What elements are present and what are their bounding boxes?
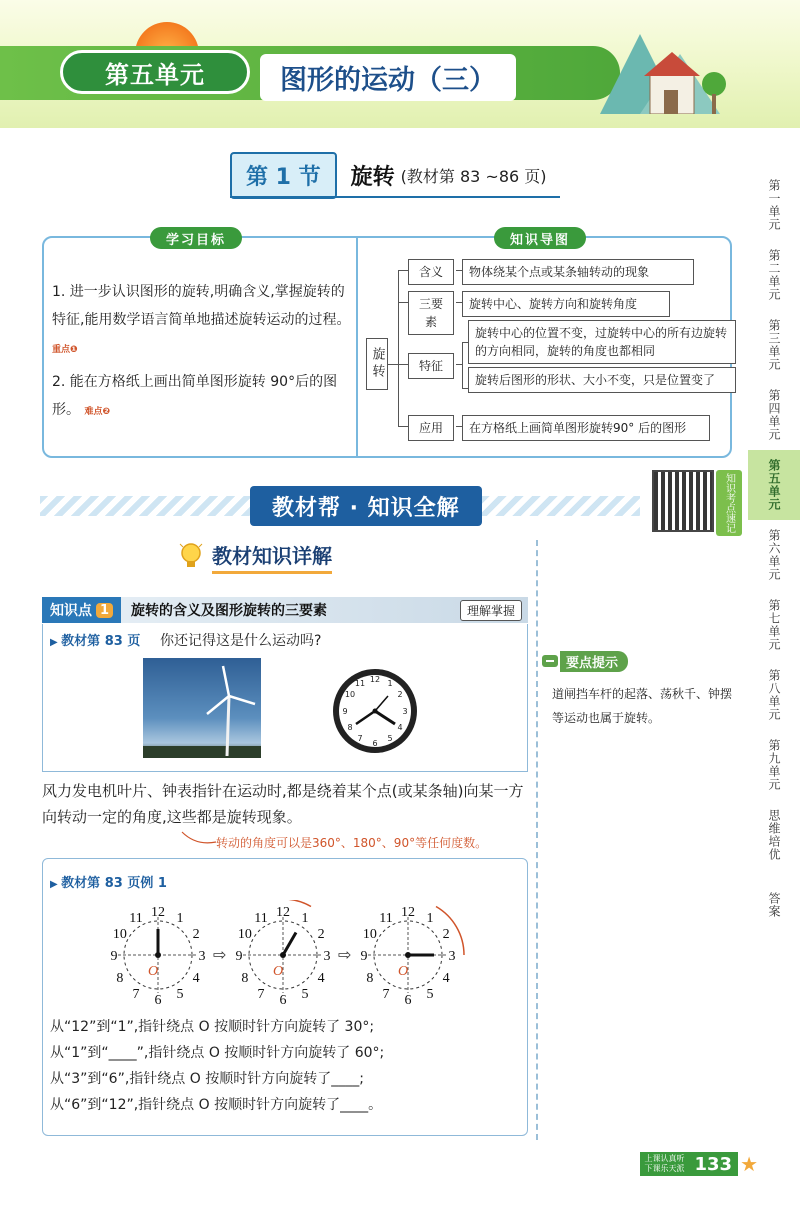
svg-text:7: 7 [357, 734, 363, 743]
clock-diagram [213, 900, 331, 1005]
clock-number: 3 [448, 949, 456, 964]
clock-number: 6 [404, 993, 412, 1005]
sidebar-item-answers[interactable]: 答案 [767, 892, 781, 918]
clock-number: 3 [198, 949, 206, 964]
clock-number: 5 [176, 987, 184, 1003]
knowledge-banner [40, 486, 640, 526]
clock-number: 6 [154, 993, 162, 1005]
svg-text:8: 8 [347, 723, 353, 732]
kp-number: 1 [96, 603, 113, 618]
section-name: 旋转 [350, 164, 395, 190]
sidebar-item-unit-2[interactable]: 第二单元 [767, 249, 781, 301]
mindmap-connector [462, 342, 463, 388]
mindmap-desc-elements: 旋转中心、旋转方向和旋转角度 [462, 291, 670, 317]
annotation-arrow-icon [180, 830, 220, 850]
mindmap-connector [398, 270, 399, 426]
mindmap-desc-feature-1: 旋转中心的位置不变，过旋转中心的所有边旋转的方向相同，旋转的角度也都相同 [468, 320, 736, 364]
knowledge-point-bar [42, 597, 528, 623]
tip-title: 要点提示 [560, 651, 628, 672]
section-pages: (教材第 83 ~86 页) [400, 166, 547, 186]
kp-title: 旋转的含义及图形旋转的三要素 [131, 603, 328, 619]
star-icon: ★ [740, 1152, 758, 1176]
clock-number: 4 [317, 971, 325, 986]
svg-text:5: 5 [387, 734, 393, 743]
clock-number: 11 [254, 910, 268, 926]
goals-title: 学习目标 [150, 227, 242, 249]
clock-number: 1 [426, 910, 434, 926]
clock-number: 8 [241, 971, 249, 986]
goal-item: 1. 进一步认识图形的旋转,明确含义,掌握旋转的特征,能用数学语言简单地描述旋转运动的过程。 重点❶ [52, 284, 351, 355]
sidebar-item-unit-1[interactable]: 第一单元 [767, 179, 781, 231]
example-ref: ▶ 教材第 83 页例 1 [50, 872, 167, 891]
mindmap-key-meaning: 含义 [408, 259, 454, 285]
clock-number: 2 [192, 927, 200, 942]
goal-tag: 难点❷ [84, 407, 111, 417]
section-number: 第 1 节 [230, 152, 337, 199]
mindmap-connector [398, 270, 408, 271]
clock-number: 7 [257, 987, 265, 1003]
sidebar-item-thinking[interactable]: 思维培优 [767, 809, 781, 861]
sidebar-item-unit-6[interactable]: 第六单元 [767, 529, 781, 581]
unit-sidebar [748, 170, 800, 940]
svg-text:1: 1 [387, 679, 393, 688]
footer-slogan: 上课认真听 下课乐天派 [640, 1152, 688, 1176]
svg-text:11: 11 [354, 679, 366, 688]
mindmap-connector [398, 302, 408, 303]
svg-text:12: 12 [369, 675, 381, 684]
example-sentence: 从“12”到“1”,指针绕点 O 按顺时针方向旋转了 30°; [50, 1019, 375, 1035]
goal-tag: 重点❶ [52, 345, 78, 355]
mindmap-connector [388, 364, 398, 365]
example-sentence: 从“6”到“12”,指针绕点 O 按顺时针方向旋转了____。 [50, 1097, 383, 1113]
clock-number: 12 [151, 905, 165, 920]
goal-list [52, 278, 352, 430]
svg-text:6: 6 [372, 739, 378, 748]
clock-number: 9 [110, 949, 118, 964]
mindmap-title: 知识导图 [494, 227, 586, 249]
clock-number: 1 [301, 910, 309, 926]
clock-number: 2 [317, 927, 325, 942]
qr-label: 知识考点速记 [716, 470, 742, 536]
unit-tag: 第五单元 [60, 50, 250, 94]
next-arrow-icon: ⇨ [213, 945, 227, 964]
section-underline [230, 196, 560, 198]
clock-center [155, 952, 161, 958]
detail-heading [178, 540, 332, 574]
clock-hand [283, 932, 296, 955]
svg-text:10: 10 [344, 690, 356, 699]
mindmap-connector [398, 426, 408, 427]
example-sentence: 从“1”到“____”,指针绕点 O 按顺时针方向旋转了 60°; [50, 1045, 385, 1061]
center-label: O [273, 964, 284, 979]
center-label: O [398, 964, 409, 979]
svg-text:3: 3 [402, 707, 408, 716]
pointing-hand-icon [540, 651, 560, 671]
clock-number: 1 [176, 910, 184, 926]
qr-code-icon[interactable] [652, 470, 714, 532]
clock-number: 10 [362, 927, 377, 942]
kp-label: 知识点 1 [42, 597, 121, 623]
sidebar-item-unit-7[interactable]: 第七单元 [767, 599, 781, 651]
clock-number: 11 [129, 910, 143, 926]
goal-item: 2. 能在方格纸上画出简单图形旋转 90°后的图形。 难点❷ [52, 374, 338, 418]
kp-tag: 理解掌握 [460, 600, 522, 621]
tip-body: 道闸挡车杆的起落、荡秋千、钟摆等运动也属于旋转。 [552, 687, 733, 725]
tip-heading [540, 651, 628, 671]
sidebar-item-unit-4[interactable]: 第四单元 [767, 389, 781, 441]
sidebar-item-unit-9[interactable]: 第九单元 [767, 739, 781, 791]
svg-text:2: 2 [397, 690, 403, 699]
clock-number: 2 [442, 927, 450, 942]
goals-mindmap-box [42, 233, 732, 458]
mindmap-desc-application: 在方格纸上画简单图形旋转90° 后的图形 [462, 415, 710, 441]
sidebar-item-unit-5[interactable]: 第五单元 [748, 450, 800, 520]
clock-number: 10 [237, 927, 252, 942]
clock-number: 9 [360, 949, 368, 964]
annotation-note: 转动的角度可以是360°、180°、90°等任何度数。 [216, 836, 488, 850]
clock-number: 8 [116, 971, 124, 986]
question-text: 你还记得这是什么运动吗? [160, 633, 322, 649]
wall-clock-icon [330, 666, 420, 756]
clock-number: 4 [442, 971, 450, 986]
page-title: 图形的运动（三） [260, 54, 516, 101]
page-footer [640, 1152, 758, 1176]
clock-number: 4 [192, 971, 200, 986]
clock-center [405, 952, 411, 958]
explanation-paragraph: 风力发电机叶片、钟表指针在运动时,都是绕着某个点(或某条轴)向某一方向转动一定的角度,这些都是旋转现象。 [42, 782, 524, 826]
svg-text:4: 4 [397, 723, 403, 732]
svg-text:9: 9 [342, 707, 348, 716]
clock-number: 8 [366, 971, 374, 986]
page-number: 133 [688, 1152, 738, 1176]
section-title [230, 150, 547, 200]
center-label: O [148, 964, 159, 979]
mindmap-key-elements: 三要素 [408, 291, 454, 335]
clock-number: 10 [112, 927, 127, 942]
clock-number: 5 [426, 987, 434, 1003]
clock-diagram [111, 905, 206, 1005]
mindmap-desc-meaning: 物体绕某个点或某条轴转动的现象 [462, 259, 694, 285]
clock-number: 11 [379, 910, 393, 926]
clock-diagram [338, 905, 464, 1005]
wind-turbine-photo [143, 658, 261, 758]
column-divider [536, 540, 538, 1140]
house-illustration-icon [580, 24, 740, 114]
lightbulb-icon [178, 542, 204, 572]
clock-center [280, 952, 286, 958]
box-divider [356, 238, 358, 456]
clock-number: 9 [235, 949, 243, 964]
clock-number: 3 [323, 949, 331, 964]
next-arrow-icon: ⇨ [338, 945, 352, 964]
sidebar-item-unit-3[interactable]: 第三单元 [767, 319, 781, 371]
clock-number: 12 [276, 905, 290, 920]
example-sentence: 从“3”到“6”,指针绕点 O 按顺时针方向旋转了____; [50, 1071, 364, 1087]
banner-title: 教材帮 · 知识全解 [250, 486, 482, 526]
mindmap-key-features: 特征 [408, 353, 454, 379]
clock-number: 6 [279, 993, 287, 1005]
example-clocks [100, 900, 470, 1005]
clock-number: 12 [401, 905, 415, 920]
example-sentences [50, 1014, 384, 1118]
rotation-arc [436, 907, 464, 955]
clock-number: 7 [132, 987, 140, 1003]
textbook-ref: ▶ 教材第 83 页 [50, 630, 140, 649]
wind-turbine-icon [143, 658, 261, 758]
mindmap-key-application: 应用 [408, 415, 454, 441]
mindmap-root: 旋转 [366, 338, 388, 390]
mindmap-connector [398, 364, 408, 365]
clock-number: 7 [382, 987, 390, 1003]
sidebar-item-unit-8[interactable]: 第八单元 [767, 669, 781, 721]
clock-number: 5 [301, 987, 309, 1003]
mindmap-desc-feature-2: 旋转后图形的形状、大小不变，只是位置变了 [468, 367, 736, 393]
detail-title: 教材知识详解 [212, 540, 332, 574]
